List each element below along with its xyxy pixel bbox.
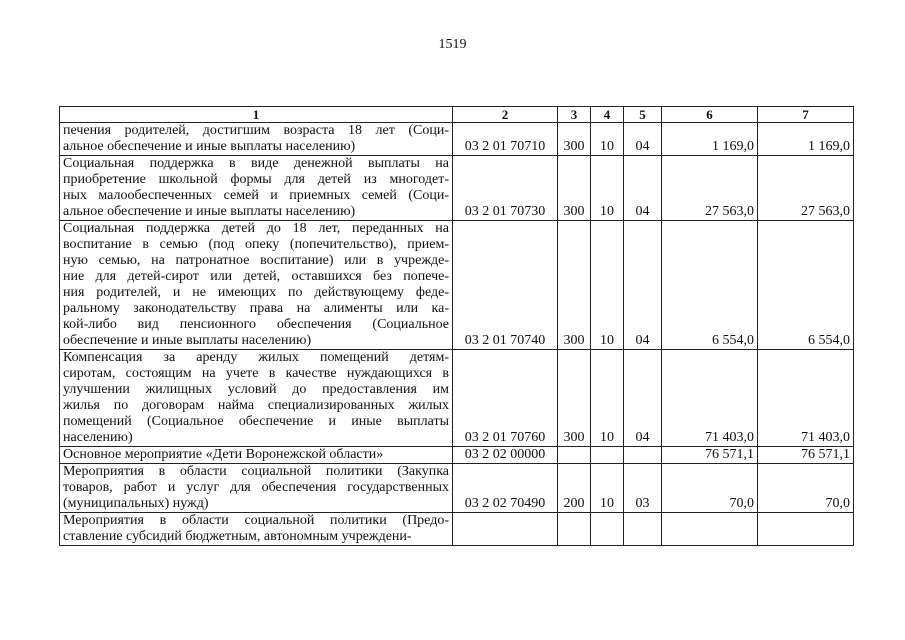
amount-col-6: 1 169,0 bbox=[662, 123, 758, 156]
header-col-3: 3 bbox=[558, 107, 591, 123]
description-line: альное обеспечение и иные выплаты населению) bbox=[63, 204, 356, 219]
description-line: товаров, работ и услуг для обеспечения государственных bbox=[63, 480, 449, 495]
expense-type: 300 bbox=[558, 221, 591, 350]
expense-type: 200 bbox=[558, 464, 591, 513]
budget-code bbox=[453, 513, 558, 546]
subsection: 04 bbox=[624, 123, 662, 156]
header-col-5: 5 bbox=[624, 107, 662, 123]
row-description bbox=[60, 513, 453, 546]
amount-col-6: 27 563,0 bbox=[662, 156, 758, 221]
header-col-7: 7 bbox=[758, 107, 854, 123]
description-line: приобретение школьной формы для детей из многодет- bbox=[63, 172, 449, 187]
subsection: 04 bbox=[624, 350, 662, 447]
description-line: улучшении жилищных условий до предоставления им bbox=[63, 382, 449, 397]
amount-col-7: 1 169,0 bbox=[758, 123, 854, 156]
description-line: печения родителей, достигшим возраста 18 лет (Соци- bbox=[63, 123, 449, 138]
section: 10 bbox=[591, 221, 624, 350]
budget-code: 03 2 01 70730 bbox=[453, 156, 558, 221]
row-description bbox=[60, 447, 453, 464]
amount-col-7: 6 554,0 bbox=[758, 221, 854, 350]
description-line: Компенсация за аренду жилых помещений детям- bbox=[63, 350, 449, 365]
description-line: ных малообеспеченных семей и приемных семей (Соци- bbox=[63, 188, 449, 203]
subsection bbox=[624, 447, 662, 464]
table-row bbox=[60, 513, 854, 546]
description-line: сиротам, состоящим на учете в качестве нуждающихся в bbox=[63, 366, 449, 381]
expense-type: 300 bbox=[558, 156, 591, 221]
row-description bbox=[60, 350, 453, 447]
description-line: (муниципальных) нужд) bbox=[63, 496, 209, 511]
description-line: ную семью, на патронатное воспитание) или в учрежде- bbox=[63, 253, 449, 268]
description-line: Социальная поддержка в виде денежной выплаты на bbox=[63, 156, 449, 171]
row-description bbox=[60, 156, 453, 221]
section bbox=[591, 513, 624, 546]
section bbox=[591, 447, 624, 464]
subsection: 04 bbox=[624, 221, 662, 350]
description-line: Мероприятия в области социальной политики (Предо- bbox=[63, 513, 449, 528]
description-line: альное обеспечение и иные выплаты населению) bbox=[63, 139, 356, 154]
section: 10 bbox=[591, 156, 624, 221]
description-line: кой-либо вид пенсионного обеспечения (Социальное bbox=[63, 317, 449, 332]
section: 10 bbox=[591, 350, 624, 447]
amount-col-7: 71 403,0 bbox=[758, 350, 854, 447]
description-line: населению) bbox=[63, 430, 133, 445]
expense-type bbox=[558, 513, 591, 546]
description-line: ния родителей, и не имеющих по действующему феде- bbox=[63, 285, 449, 300]
header-row bbox=[60, 107, 854, 123]
subsection bbox=[624, 513, 662, 546]
header-col-2: 2 bbox=[453, 107, 558, 123]
expense-type: 300 bbox=[558, 350, 591, 447]
description-line: жилья по договорам найма специализированных жилых bbox=[63, 398, 449, 413]
subsection: 03 bbox=[624, 464, 662, 513]
header-col-4: 4 bbox=[591, 107, 624, 123]
budget-code: 03 2 02 00000 bbox=[453, 447, 558, 464]
budget-code: 03 2 01 70740 bbox=[453, 221, 558, 350]
amount-col-7: 70,0 bbox=[758, 464, 854, 513]
description-line: Социальная поддержка детей до 18 лет, переданных на bbox=[63, 221, 449, 236]
description-line: помещений (Социальное обеспечение и иные выплаты bbox=[63, 414, 449, 429]
description-line: ние для детей-сирот или детей, оставшихся без попече- bbox=[63, 269, 449, 284]
amount-col-6: 71 403,0 bbox=[662, 350, 758, 447]
page-number: 1519 bbox=[438, 37, 467, 52]
amount-col-7: 76 571,1 bbox=[758, 447, 854, 464]
row-description bbox=[60, 221, 453, 350]
description-line: обеспечение и иные выплаты населению) bbox=[63, 333, 312, 348]
subsection: 04 bbox=[624, 156, 662, 221]
amount-col-6: 70,0 bbox=[662, 464, 758, 513]
table-row bbox=[60, 350, 854, 447]
table-row bbox=[60, 464, 854, 513]
section: 10 bbox=[591, 123, 624, 156]
header-col-6: 6 bbox=[662, 107, 758, 123]
table-row bbox=[60, 221, 854, 350]
expense-type: 300 bbox=[558, 123, 591, 156]
section: 10 bbox=[591, 464, 624, 513]
table-row bbox=[60, 156, 854, 221]
description-line: ральному законодательству права на алименты или ка- bbox=[63, 301, 449, 316]
description-line: воспитание в семью (под опеку (попечительство), прием- bbox=[63, 237, 449, 252]
amount-col-6 bbox=[662, 513, 758, 546]
header-col-1: 1 bbox=[60, 107, 453, 123]
description-line: Мероприятия в области социальной политики (Закупка bbox=[63, 464, 449, 479]
expense-type bbox=[558, 447, 591, 464]
budget-table bbox=[59, 106, 854, 546]
description-line: Основное мероприятие «Дети Воронежской области» bbox=[63, 447, 384, 462]
amount-col-6: 76 571,1 bbox=[662, 447, 758, 464]
table-row bbox=[60, 123, 854, 156]
amount-col-6: 6 554,0 bbox=[662, 221, 758, 350]
amount-col-7 bbox=[758, 513, 854, 546]
budget-code: 03 2 01 70710 bbox=[453, 123, 558, 156]
budget-code: 03 2 02 70490 bbox=[453, 464, 558, 513]
budget-code: 03 2 01 70760 bbox=[453, 350, 558, 447]
amount-col-7: 27 563,0 bbox=[758, 156, 854, 221]
row-description bbox=[60, 123, 453, 156]
table-row bbox=[60, 447, 854, 464]
row-description bbox=[60, 464, 453, 513]
description-line: ставление субсидий бюджетным, автономным учреждени- bbox=[63, 529, 412, 544]
